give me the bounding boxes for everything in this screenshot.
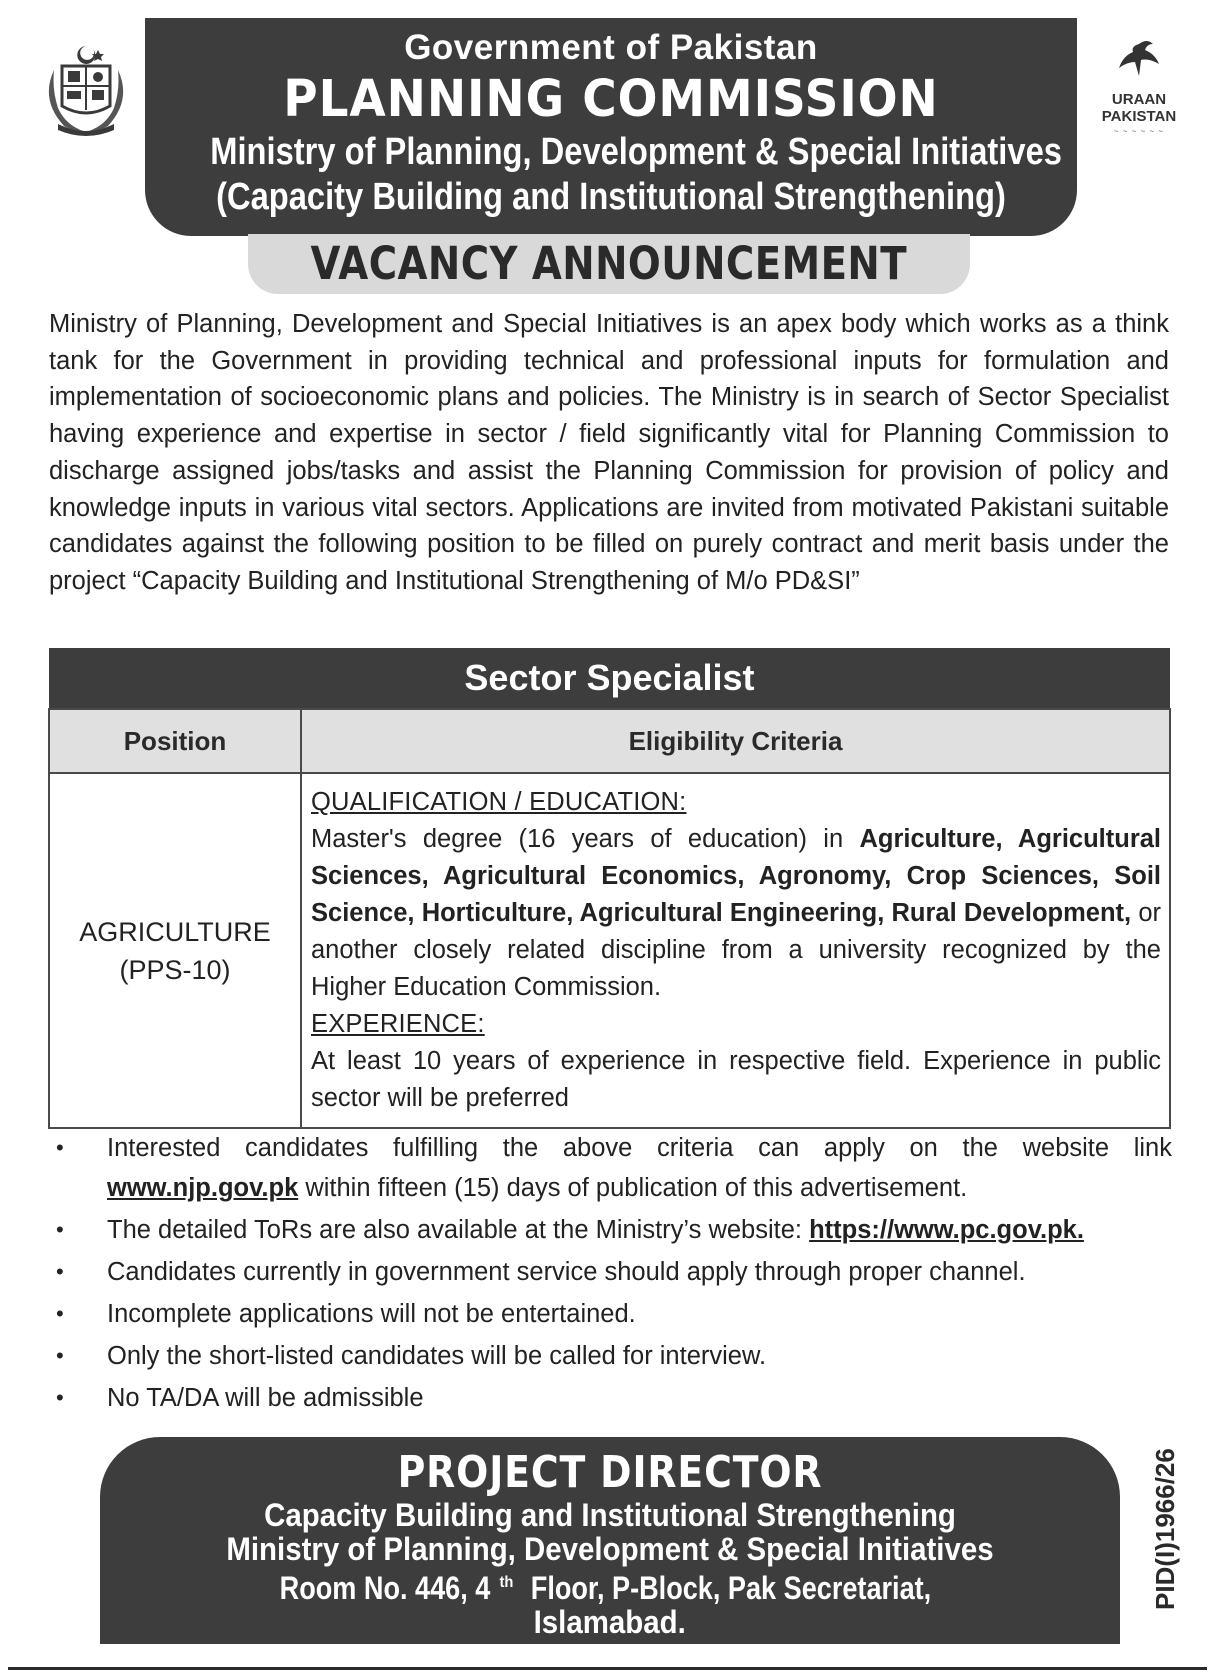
table-title: Sector Specialist <box>49 648 1170 709</box>
uraan-line2: PAKISTAN <box>1101 108 1177 125</box>
note-text: Incomplete applications will not be entertained. <box>107 1300 636 1328</box>
experience-text: At least 10 years of experience in respective field. Experience in public sector will be preferred <box>311 1047 1161 1112</box>
footer-title <box>100 1447 1120 1498</box>
bullet-icon: • <box>56 1301 64 1326</box>
position-name: AGRICULTURE <box>79 916 271 947</box>
note-text: Candidates currently in government service should apply through proper channel. <box>107 1258 1026 1286</box>
qualification-heading: QUALIFICATION / EDUCATION: <box>311 788 687 816</box>
column-header-position: Position <box>49 709 301 773</box>
list-item <box>52 1294 1172 1334</box>
qualification-suffix: or another closely related discipline from a university recognized by the Higher Education Commission. <box>311 899 1161 1001</box>
list-item <box>52 1336 1172 1376</box>
vacancy-announcement-text: VACANCY ANNOUNCEMENT <box>310 237 908 290</box>
table-title-row <box>49 648 1170 709</box>
note-text: Only the short-listed candidates will be called for interview. <box>107 1342 767 1370</box>
list-item <box>52 1252 1172 1292</box>
project-title: (Capacity Building and Institutional Strengthening) <box>216 176 1006 218</box>
criteria-cell <box>301 773 1170 1128</box>
qualification-text <box>311 821 1161 1006</box>
address-floor-suffix: th <box>499 1574 514 1591</box>
ministry-title: Ministry of Planning, Development & Special Initiatives <box>210 131 1062 173</box>
note-text: within fifteen (15) days of publication of this advertisement. <box>298 1174 968 1202</box>
uraan-tagline-art: ~ ~ ~ ~ ~ ~ <box>1113 127 1165 136</box>
footer-line-2-text: Ministry of Planning, Development & Special Initiatives <box>226 1531 994 1567</box>
list-item <box>52 1210 1172 1250</box>
table-header-row <box>49 709 1170 773</box>
footer-line-2 <box>100 1532 1120 1566</box>
note-text: Interested candidates fulfilling the above criteria can apply on the website link <box>107 1134 1172 1162</box>
position-grade: (PPS-10) <box>119 954 231 985</box>
footer-line-1 <box>100 1498 1120 1532</box>
qualification-fields: Agriculture, Agricultural Sciences, Agricultural Economics, Agronomy, Crop Sciences, Soil Science, Horticulture, Agricultural Engineering, Rural Development, <box>311 825 1162 927</box>
vacancy-announcement-heading <box>248 234 970 294</box>
pc-website-link[interactable]: https://www.pc.gov.pk. <box>809 1216 1084 1244</box>
address-room: Room No. 446, 4 <box>280 1569 491 1606</box>
experience-heading: EXPERIENCE: <box>311 1010 485 1038</box>
bullet-icon: • <box>56 1385 64 1410</box>
footer-city <box>100 1605 1120 1639</box>
qualification-prefix: Master's degree (16 years of education) in <box>311 825 860 853</box>
footer-city-text: Islamabad. <box>533 1603 687 1640</box>
footer-address <box>100 1566 1120 1605</box>
note-text: No TA/DA will be admissible <box>107 1384 424 1412</box>
column-header-criteria: Eligibility Criteria <box>301 709 1170 773</box>
list-item <box>52 1128 1172 1208</box>
bullet-icon: • <box>56 1343 64 1368</box>
pid-reference: PID(I)1966/26 <box>1150 1448 1180 1610</box>
notes-list <box>52 1128 1172 1420</box>
table-row <box>49 773 1170 1128</box>
government-title: Government of Pakistan <box>404 28 818 67</box>
contact-footer <box>100 1437 1120 1644</box>
note-text: The detailed ToRs are also available at the Ministry’s website: <box>107 1216 810 1244</box>
footer-title-text: PROJECT DIRECTOR <box>397 1447 823 1498</box>
intro-paragraph: Ministry of Planning, Development and Special Initiatives is an apex body which works as a think tank for the Government in providing technical and professional inputs for formulation and implementation of socioeconomic plans and policies. The Ministry is in search of Sector Specialist having experience and expertise in sector / field significantly vital for Planning Commission to discharge assigned jobs/tasks and assist the Planning Commission for provision of policy and knowledge inputs in various vital sectors. Applications are invited from motivated Pakistani suitable candidates against the following position to be filled on purely contract and merit basis under the project “Capacity Building and Institutional Strengthening of M/o PD&SI” <box>49 310 1169 595</box>
list-item <box>52 1378 1172 1418</box>
uraan-line1: URAAN <box>1111 91 1167 108</box>
bird-icon <box>1109 38 1169 86</box>
bullet-icon: • <box>56 1135 64 1160</box>
footer-address-text <box>271 1566 949 1605</box>
njp-website-link[interactable]: www.njp.gov.pk <box>107 1174 299 1202</box>
state-emblem-icon <box>32 40 140 142</box>
address-block: Floor, P-Block, Pak Secretariat, <box>531 1569 932 1606</box>
footer-line-1-text: Capacity Building and Institutional Strengthening <box>264 1497 956 1533</box>
bullet-icon: • <box>56 1217 64 1242</box>
position-cell <box>49 773 301 1128</box>
header-banner <box>145 18 1077 236</box>
commission-title: PLANNING COMMISSION <box>283 70 939 129</box>
vacancy-table <box>48 648 1171 1129</box>
bullet-icon: • <box>56 1259 64 1284</box>
uraan-pakistan-logo <box>1080 38 1198 148</box>
